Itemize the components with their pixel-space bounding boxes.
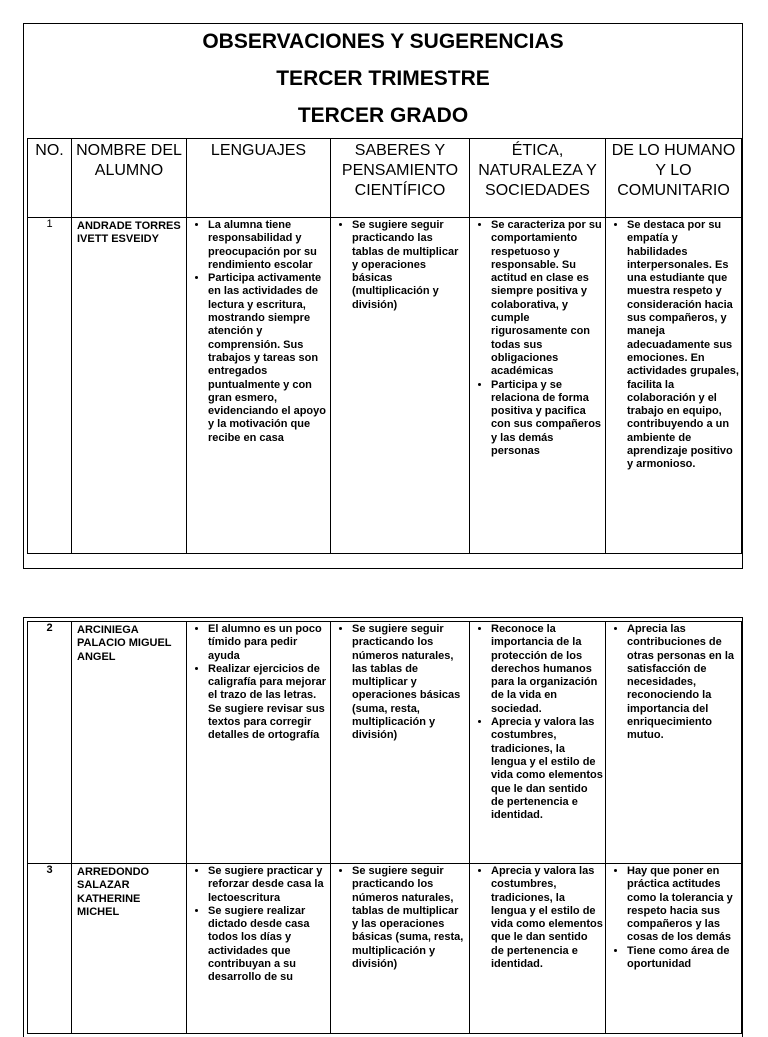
observation-item: • Realizar ejercicios de caligrafía para mejorar el trazo de las letras. Se sugiere revisar sus textos para corregir detalles de ortografía — [208, 663, 328, 743]
observation-item: • Se sugiere seguir practicando las tablas de multiplicar y operaciones básicas (multiplicación y división) — [352, 219, 467, 312]
etica-cell — [470, 622, 606, 864]
header-nombre: NOMBRE DEL ALUMNO — [72, 139, 187, 218]
observation-item: • Se sugiere practicar y reforzar desde casa la lectoescritura — [208, 865, 328, 905]
saberes-cell — [331, 622, 470, 864]
observation-item: • Se sugiere seguir practicando los números naturales, las tablas de multiplicar y operaciones básicas (suma, resta, multiplicación y división) — [352, 623, 467, 743]
observations-table-2 — [27, 621, 742, 1034]
humano-cell — [606, 864, 742, 1034]
observation-item: • Reconoce la importancia de la protección de los derechos humanos para la organización de la vida en sociedad. — [491, 623, 603, 716]
observation-item: • El alumno es un poco tímido para pedir ayuda — [208, 623, 328, 663]
observation-item: • Tiene como área de oportunidad — [627, 945, 739, 972]
saberes-cell — [331, 864, 470, 1034]
observation-item: • Hay que poner en práctica actitudes como la tolerancia y respeto hacia sus compañeros y las cosas de los demás — [627, 865, 739, 945]
table-row — [28, 864, 742, 1034]
table-row — [28, 218, 742, 554]
humano-cell — [606, 622, 742, 864]
observation-item: • Se destaca por su empatía y habilidades interpersonales. Es una estudiante que muestra respeto y consideración hacia sus compañeros, y maneja adecuadamente sus emociones. En actividades grupales, facilita la colaboración y el trabajo en equipo, contribuyendo a un ambiente de aprendizaje positivo y armonioso. — [627, 219, 739, 472]
header-etica: ÉTICA, NATURALEZA Y SOCIEDADES — [470, 139, 606, 218]
observation-item: • Se sugiere seguir practicando los números naturales, tablas de multiplicar y las operaciones básicas (suma, resta, multiplicación y división) — [352, 865, 467, 971]
observation-item: • Aprecia y valora las costumbres, tradiciones, la lengua y el estilo de vida como elementos que le dan sentido de pertenencia e identidad. — [491, 716, 603, 822]
table-row — [28, 622, 742, 864]
observation-item: • La alumna tiene responsabilidad y preocupación por su rendimiento escolar — [208, 219, 328, 272]
header-no: NO. — [28, 139, 72, 218]
saberes-cell — [331, 218, 470, 554]
observation-item: • Se sugiere realizar dictado desde casa todos los días y actividades que contribuyan a su desarrollo de su — [208, 905, 328, 985]
header-saberes: SABERES Y PENSAMIENTO CIENTÍFICO — [331, 139, 470, 218]
student-name: ANDRADE TORRES IVETT ESVEIDY — [72, 218, 187, 554]
row-number: 3 — [28, 864, 72, 1034]
document-title — [24, 26, 742, 137]
observation-item: • Aprecia y valora las costumbres, tradiciones, la lengua y el estilo de vida como elementos que le dan sentido de pertenencia e identidad. — [491, 865, 603, 971]
header-humano: DE LO HUMANO Y LO COMUNITARIO — [606, 139, 742, 218]
title-line-2: TERCER TRIMESTRE — [276, 67, 490, 90]
etica-cell — [470, 218, 606, 554]
student-name: ARREDONDO SALAZAR KATHERINE MICHEL — [72, 864, 187, 1034]
lenguajes-cell — [187, 622, 331, 864]
lenguajes-cell — [187, 218, 331, 554]
humano-cell — [606, 218, 742, 554]
observation-item: • Participa activamente en las actividades de lectura y escritura, mostrando siempre atención y comprensión. Sus trabajos y tareas son entregados puntualmente y con gran esmero, evidenciando el apoyo y la motivación que recibe en casa — [208, 272, 328, 445]
student-name: ARCINIEGA PALACIO MIGUEL ANGEL — [72, 622, 187, 864]
row-number: 2 — [28, 622, 72, 864]
observation-item: • Participa y se relaciona de forma positiva y pacifica con sus compañeros y las demás personas — [491, 379, 603, 459]
observations-table-1 — [27, 138, 742, 554]
row-number: 1 — [28, 218, 72, 554]
observation-item: • Aprecia las contribuciones de otras personas en la satisfacción de necesidades, reconociendo la importancia del enriquecimiento mutuo. — [627, 623, 739, 743]
etica-cell — [470, 864, 606, 1034]
title-line-3: TERCER GRADO — [297, 104, 469, 127]
header-lenguajes: LENGUAJES — [187, 139, 331, 218]
observation-item: • Se caracteriza por su comportamiento respetuoso y responsable. Su actitud en clase es siempre positiva y colaborativa, y cumple rigurosamente con todas sus obligaciones académicas — [491, 219, 603, 379]
lenguajes-cell — [187, 864, 331, 1034]
table-header-row — [28, 139, 742, 218]
title-line-1: OBSERVACIONES Y SUGERENCIAS — [202, 30, 564, 53]
